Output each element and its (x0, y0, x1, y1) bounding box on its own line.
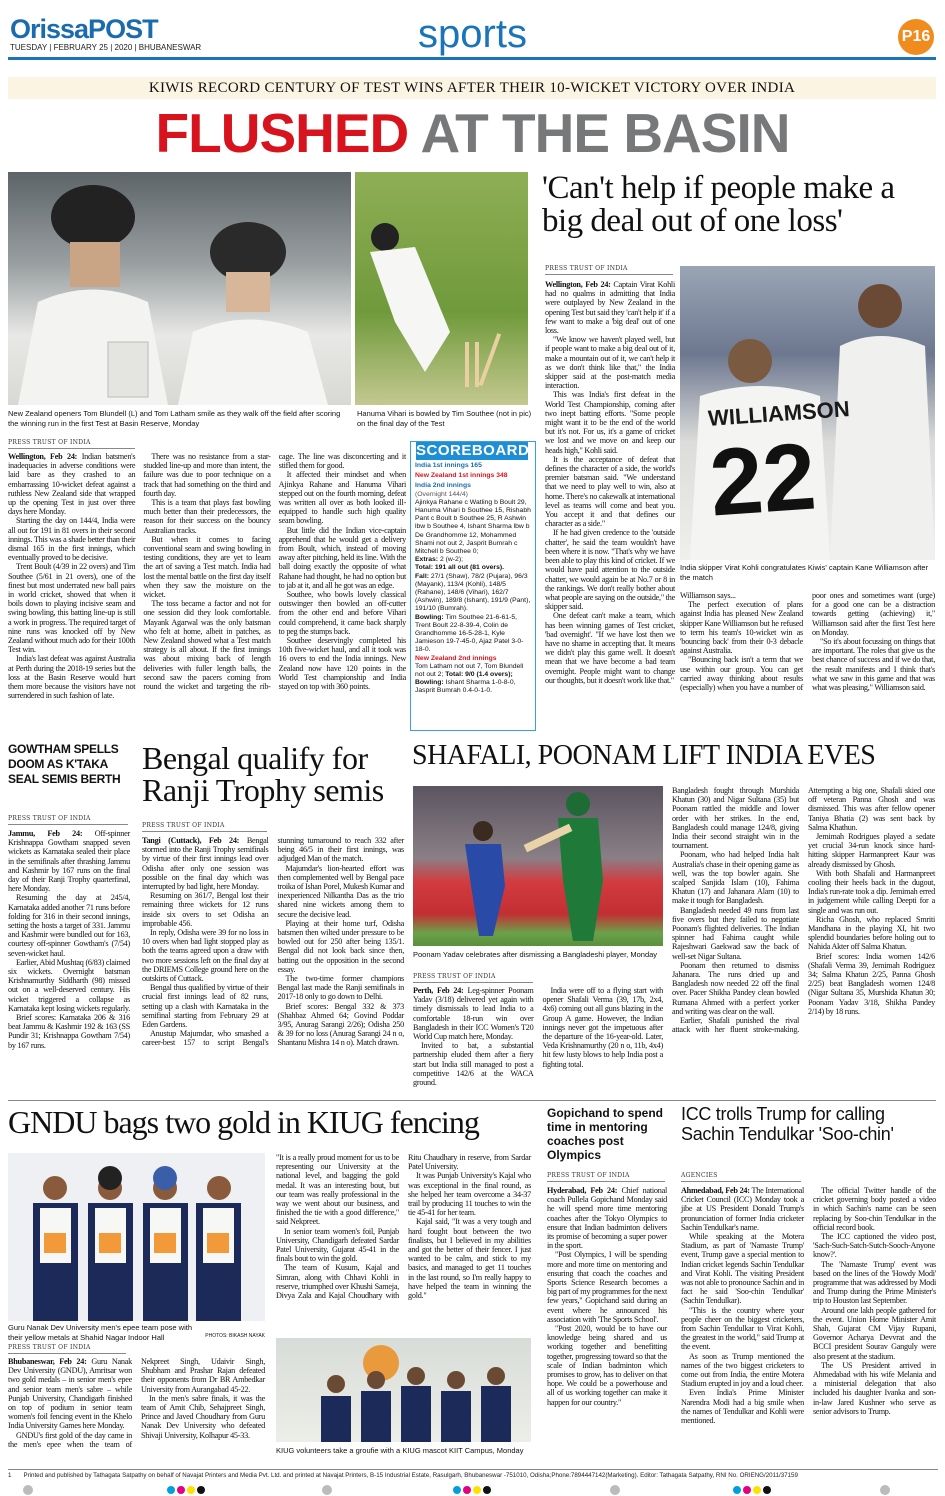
photo-poonam-yadav (413, 786, 663, 946)
batsmen-illustration (8, 172, 351, 405)
paragraph: The toss became a factor and not for one session did they look comfortable. Mayank Agarwal was the only batsman who felt at home, albeit in patches, as New Zealand showed what a Test match strategy is all about. If the first innings was about mixing back of length deliveries with fuller length balls, the second saw the pacers coming from round the wicket and targeting the rib-cage. The line was disconcerting and it stifled them for good. (143, 452, 406, 692)
paragraph: Majumdar's lion-hearted effort was then complemented well by Bengal pace troika of Ishan Porel, Mukesh Kumar and inexperienced Nilkantha Das as the trio shared nine wickets among them to secure the decisive lead. (277, 863, 404, 919)
jersey-name: WILLIAMSON (707, 396, 851, 431)
paragraph-text: Chief national coach Pullela Gopichand Monday said he will spend more time mentoring coaches after the Tokyo Olympics to ensure that Indian badminton delivers its promise of becoming a super power in the sport. (547, 1186, 667, 1251)
paragraph: "It is a really proud moment for us to be representing our University at the national level, and bagging the gold medal. It was an interesting bout, but our team was really professional in the way we went about our business, and finished the tie with a good difference," said Nekpreet. (276, 1153, 399, 1227)
paragraph-text: Leg-spinner Poonam Yadav (3/18) delivered yet again with timely dismissals to lead India to a comfortable 18-run win over Bangladesh in their ICC Women's T20 World Cup match here, Monday. (413, 986, 534, 1042)
orissapost-logo: OrissaPOST (10, 14, 158, 44)
paragraph: The US President arrived in Ahmedabad with his wife Melania and a ministerial delegation that also included his daughter Ivanka and son-in-law Jared Kushner who serve as senior advisors to Trump. (813, 1360, 936, 1416)
volunteers-illustration (276, 1338, 531, 1442)
article-body-icc (681, 1186, 936, 1425)
color-bar-black (763, 1486, 771, 1494)
paragraph: Jemimah Rodrigues played a sedate yet crucial 34-run knock since hard-hitting skipper Harmanpreet Kaur was already dismissed by Ghosh. (808, 832, 935, 869)
masthead-rule (8, 57, 936, 60)
article-body-gopichand (547, 1186, 667, 1407)
photo-caption: KIUG volunteers take a groufie with a KIUG mascot KIIT Campus, Monday (276, 1446, 524, 1455)
paragraph: The ICC captioned the video post, 'Sach-Such-Satch-Sutch-Sooch-Anyone know?'. (813, 1232, 936, 1260)
total: Total: 191 all out (81 overs). (415, 564, 505, 572)
paragraph: It was Punjab University's Kajal who was exceptional in the final round, as she helped her team overcome a 34-37 trail by producing 11 touches to win the tie 45-41 for her team. (408, 1171, 531, 1218)
paragraph: It affected their mindset and when Ajinkya Rahane and Hanuma Vihari stepped out on the fourth morning, defeat was written all over as both looked ill-equipped to handle such high quality seam bowling. (278, 470, 406, 526)
paragraph: Brief scores: Karnataka 206 & 316 beat Jammu & Kashmir 192 & 163 (SS Pundir 31; Krishnappa Gowtham 7/54) by 167 runs. (8, 1013, 130, 1050)
color-bar-black (197, 1486, 205, 1494)
scoreboard-box (410, 441, 536, 731)
extras-label: Extras: (415, 556, 439, 564)
paragraph: As soon as Trump mentioned the names of the two biggest cricketers to come out from India, the entire Motera Stadium erupted in joy and a loud cheer. (681, 1351, 804, 1389)
gopichand-headline: Gopichand to spend time in mentoring coaches post Olympics (547, 1106, 663, 1162)
issue-dateline: TUESDAY | FEBRUARY 25 | 2020 | BHUBANESWAR (10, 43, 202, 52)
score-india-2nd-label: India 2nd innings (415, 482, 471, 490)
bowling-label: Bowling: (415, 613, 444, 621)
dateline: Bhubaneswar, Feb 24: (8, 1357, 87, 1366)
paragraph: But little did the Indian vice-captain apprehend that he would get a delivery from Boult, which, instead of moving away after pitching, held its line. With the ball doing exactly the opposite of what Rahane had thought, he had no option but to jab at it, and all he got was an edge. (278, 525, 406, 590)
photo-vihari-bowled (355, 172, 528, 405)
photo-gndu-epee-team (8, 1153, 265, 1321)
jersey-number: 22 (706, 423, 820, 537)
color-bar-black (483, 1486, 491, 1494)
color-bar-cyan (453, 1486, 461, 1494)
paragraph: Around one lakh people gathered for the event. Union Home Minister Amit Shah, Gujarat CM Vijay Rupani, Governor Acharya Devvrat and the BCCI president Sourav Ganguly were also present at the stadium. (813, 1305, 936, 1361)
photo-caption: Hanuma Vihari is bowled by Tim Southee (not in pic) on the final day of the Test (357, 409, 532, 428)
paragraph: The official Twitter handle of the cricket governing body posted a video in which Sachin's name can be seen replacing by Soo-chin Tendulkar in the official record book. (813, 1186, 936, 1232)
score-india-1st: India 1st innings 165 (415, 462, 482, 469)
main-headline (0, 103, 945, 163)
registration-mark (880, 1485, 890, 1495)
paragraph: "Bouncing back isn't a term that we use within our group. You can get carried away thinking about results (especially) when you have a number of poor ones and sometimes want (urge) for a good one can be a distraction towards getting (achieving) it," Williamson said after the first Test here on Monday. (680, 591, 935, 693)
paragraph (8, 829, 130, 893)
paragraph: Brief scores: India women 142/6 (Shafali Verma 39, Jemimah Rodriguez 34; Salma Khatun 2/25, Panna Ghosh 2/25) beat Bangladesh women 124/8 (Nigar Sultana 35, Murshida Khatun 30; Poonam Yadav 3/18, Shikha Pandey 2/14) by 18 runs. (808, 951, 935, 1016)
paragraph (413, 986, 534, 1041)
gndu-headline: GNDU bags two gold in KIUG fencing (8, 1104, 479, 1140)
dateline: Perth, Feb 24: (413, 986, 464, 995)
paragraph: This is a team that plays fast bowling much better than their predecessors, the reason for their success on the bouncy Australian tracks. (143, 498, 271, 535)
paragraph (8, 1357, 132, 1431)
scoreboard-title: SCOREBOARD (416, 442, 530, 459)
paragraph: The team of Kusum, Kajal and Simran, along with Chhavi Kohli in reserve, triumphed over Khushi Sameja, Divya Zala and Kajal Choudhary with Ritu Chaudhary in reserve, from Sardar Patel University. (276, 1153, 531, 1301)
paragraph (545, 280, 675, 335)
paragraph-text: Bengal stormed into the Ranji Trophy semifinals by virtue of their first innings lead over Odisha after only one session was possible on the final day which was interrupted by bad light, here Monday. (142, 836, 269, 892)
paragraph-text: Off-spinner Krishnappa Gowtham snapped seven wickets as Karnataka sealed their place in the semifinals after thrashing Jammu and Kashmir by 167 runs on the final day of their Ranji Trophy quarterfinal, here Monday. (8, 829, 130, 894)
paragraph: In the men's sabre finals, it was the team of Amit Chib, Sehajpreet Singh, Prince and Javed Choudhary from Guru Nanak Dev University who defeated Shivaji University, Kolhapur 45-33. (141, 1393, 265, 1440)
headline-grey: AT THE BASIN (420, 102, 790, 164)
paragraph (547, 1186, 667, 1250)
article-body-shafali (413, 986, 663, 1087)
paragraph: Richa Ghosh, who replaced Smriti Mandhana in the playing XI, hit two splendid boundaries before holing out to Nahida Akter off Salma Khatun. (808, 914, 935, 952)
paragraph-text: Guru Nanak Dev University (GNDU), Amritsar won two gold medals – in senior men's epee and senior team men's sabre – while Punjab University, Chandigarh finished on top of podium in senior team women's foil fencing event in the Khelo India University Games here Monday. (8, 1357, 132, 1431)
byline: PRESS TRUST OF INDIA (8, 815, 128, 825)
paragraph: Invited to bat, a substantial partnership eluded them after a fiery start but India still managed to post a competitive 142/6 at the WACA ground. (413, 1041, 534, 1088)
batsman-illustration (355, 172, 528, 405)
section-title: sports (418, 12, 527, 56)
paragraph-text: The International Cricket Council (ICC) Monday took a jibe at US President Donald Trump's pronunciation of former India cricketer Sachin Tendulkar's name. (681, 1186, 805, 1232)
article-body-gndu (8, 1357, 265, 1449)
byline: PRESS TRUST OF INDIA (8, 439, 135, 449)
dateline: Tangi (Cuttack), Feb 24: (142, 836, 240, 845)
score-overnight: (Overnight 144/4) (415, 490, 468, 498)
byline: PRESS TRUST OF INDIA (547, 1172, 665, 1182)
paragraph: "So it's about focussing on things that are important. The roles that give us the best chance of success and if we do that, the result manifests and I think that's what we saw in this game and that was what was pleasing," Williamson said. (812, 637, 935, 693)
paragraph: "Post 2020, would be to have our knowledge being shared and us working together and benefitting together, progressing toward so that the scale of Indian badminton which promises to grow, has to deliver on that hope. We could be a powerhouse and all of us working together can make it happen for our country." (547, 1324, 667, 1407)
paragraph: With both Shafali and Harmanpreet cooling their heels back in the dugout, India's run-rate took a dip. Jemimah erred in judgement while calling Deepti for a single and was run out. (808, 868, 935, 915)
icc-headline: ICC trolls Trump for calling Sachin Tendulkar 'Soo-chin' (681, 1104, 894, 1144)
paragraph: Playing at their home turf, Odisha batsmen then wilted under pressure to be bowled out for 250 after being 135/1. Bengal did not look back since then, batting out the opposition in the second essay. (277, 918, 404, 974)
paragraph: Even India's Prime Minister Narendra Modi had a big smile when the names of Tendulkar and Kohli were mentioned. (681, 1388, 804, 1426)
paragraph: It is the acceptance of defeat that defines the character of a side, the world's premier batsman said. "We understand that we need to play well to win, also at home. There's no cakewalk at international level as teams will come and beat you. You accept it and that defines our character as a side." (545, 454, 675, 529)
paragraph: Bangladesh fought through Murshida Khatun (30) and Nigar Sultana (35) but Poonam rattled the middle and lower order with her strikes. In the end, Bangladesh could manage 124/8, giving India their second straight win in the tournament. (672, 786, 799, 851)
dateline: Wellington, Feb 24: (545, 280, 611, 289)
paragraph: Resuming the day at 245/4, Karnataka added another 71 runs before folding for 316 in their second innings, setting the hosts a target of 331. Jammu and Kashmir were bundled out for 163, courtesy off-spinner Gowtham's (7/54) seven-wicket haul. (8, 893, 130, 958)
byline: PRESS TRUST OF INDIA (545, 265, 673, 275)
paragraph: "This is the country where your people cheer on the biggest cricketers, from Sachin Tendulkar to Virat Kohli, the greatest in the world," said Trump at the event. (681, 1305, 804, 1352)
fall-of-wickets: 27/1 (Shaw), 78/2 (Pujara), 96/3 (Mayank), 113/4 (Kohli), 148/5 (Rahane), 148/6 (Vihari), 162/7 (Ashwin), 189/8 (Ishant), 191/9 (Pant), 191/10 (Bumrah). (415, 572, 531, 613)
registration-mark (23, 1485, 33, 1495)
color-bar-cyan (167, 1486, 175, 1494)
article-body-kohli-cont (680, 591, 935, 692)
dateline: Wellington, Feb 24: (8, 452, 78, 461)
photo-kiug-volunteers (276, 1338, 531, 1442)
photo-caption: Poonam Yadav celebrates after dismissing a Bangladeshi player, Monday (413, 950, 658, 959)
paragraph: This was India's first defeat in the World Test Championship, coming after two inept batting efforts. "Some people might want it to be the end of the world but it's not. For us, it's a game of cricket we lost and we move on and keep our heads high," Kohli said. (545, 390, 675, 455)
dateline: Hyderabad, Feb 24: (547, 1186, 618, 1195)
color-bar-magenta (743, 1486, 751, 1494)
color-bar-yellow (187, 1486, 195, 1494)
paragraph: In reply, Odisha were 39 for no loss in 10 overs when bad light stopped play as both the teams agreed upon a draw with two more sessions left on the final day at the DRIEMS College ground here on the outskirts of Cuttack. (142, 928, 269, 984)
paragraph: GNDU's first gold of the day came in the men's epee when the team of Nekpreet Singh, Udaivir Singh, Shubham and Prashar Rajan defeated their opponents from Dr BR Ambedkar University from Aurangabad 45-22. (8, 1357, 265, 1449)
article-body-gowtham (8, 829, 130, 1050)
paragraph-text: Indian batsmen's inadequacies in adverse conditions were laid bare as they crashed to an embarrassing 10-wicket defeat against a ruthless New Zealand side that wrapped up the opening Test in just over three days here Monday. (8, 452, 136, 517)
imprint-text: Printed and published by Tathagata Satpathy on behalf of Navajat Printers and Media Pvt. Ltd. and printed at Navajat Printers, B-15 Industrial Estate, Rasulgarh, Bhubaneswar -751010, Odisha;Phone:7894447142(Marketing). Editor: Tathagata Satpathy, RNI No. ORIENG/2011/37159 (23, 1472, 798, 1479)
registration-mark (610, 1485, 620, 1495)
byline: PRESS TRUST OF INDIA (8, 1344, 126, 1354)
byline: PRESS TRUST OF INDIA (413, 973, 533, 983)
paragraph: Bangladesh needed 49 runs from last five overs but they failed to negotiate Poonam's flighted deliveries. The Indian spinner had Fahima caught while Rajeshwari Gaekwad saw the back of well-set Nigar Sultana. (672, 905, 799, 961)
photo-credit: PHOTOS: BIKASH NAYAK (205, 1333, 265, 1339)
article-body-kohli (545, 280, 675, 685)
kohli-headline: 'Can't help if people make a big deal out of one loss' (542, 170, 895, 239)
color-bar-magenta (177, 1486, 185, 1494)
article-body-bengal (142, 836, 404, 1048)
paragraph: If he had given credence to the 'outside chatter', he said the team wouldn't have been where it is now. "That's why we have been able to play this kind of cricket. If we would have paid attention to the outside chatter, we would again be at No.7 or 8 in the rankings. We don't really bother about what people are saying on the outside," the skipper said. (545, 528, 675, 612)
paragraph: One defeat can't make a team, which has been winning games of Test cricket, 'bad overnight'. "If we have lost then we have no shame in accepting that. It means we didn't play this game well. It doesn't mean that we have become a bad team overnight. People might want to change our thoughts, but it doesn't work like that." (545, 611, 675, 685)
photo-nz-openers (8, 172, 351, 405)
color-bar-yellow (753, 1486, 761, 1494)
gowtham-headline: GOWTHAM SPELLS DOOM AS K'TAKA SEAL SEMIS BERTH (8, 742, 121, 786)
score-batting: Ajinkya Rahane c Watling b Boult 29, Hanuma Vihari b Southee 15, Rishabh Pant c Boult b Southee 25, R Ashwin lbw b Southee 4, Ishant Sharma lbw b De Grandhomme 12, Mohammed Shami not out 2, Jasprit Bumrah c Mitchell b Southee 0; (415, 498, 531, 556)
bowling-figures: Tim Southee 21-6-61-5, Trent Boult 22-8-39-4, Colin de Grandhomme 16-5-28-1, Kyle Jamieson 19-7-45-0, Ajaz Patel 3-0-18-0. (415, 613, 524, 654)
paragraph: Williamson says... (680, 591, 736, 600)
score-nz-1st: New Zealand 1st innings 348 (415, 472, 508, 480)
paragraph: Resuming on 361/7, Bengal lost their remaining three wickets for 12 runs inside six overs to set Odisha an improbable 456. (142, 891, 269, 928)
registration-mark (322, 1485, 332, 1495)
article-body-shafali-cont (672, 786, 935, 1034)
paragraph: Starting the day on 144/4, India were all out for 191 in 81 overs in their second innings. This was a shade better than their dismal 165 in the first innings, which eventually proved to be decisive. (8, 516, 136, 563)
headline-red: FLUSHED (155, 102, 409, 164)
bowling-label-2: Bowling: (415, 679, 444, 687)
photo-kohli-williamson (680, 266, 935, 560)
section-divider (8, 1100, 936, 1101)
bengal-headline: Bengal qualify for Ranji Trophy semis (142, 740, 384, 808)
article-body-gndu-cont (276, 1153, 531, 1300)
nz2-total: Total: 9/0 (1.4 overs); (445, 671, 513, 679)
paragraph: The 'Namaste Trump' event was based on the lines of the 'Howdy Modi' programme that was addressed by Modi and Trump during the Prime Minister's trip to Houston last September. (813, 1259, 936, 1306)
nz2-batting: Tom Latham not out 7, Tom Blundell not out 2; (415, 662, 524, 679)
paragraph: There was no resistance from a star-studded line-up and more than intent, the failure was due to poor technique on a track that had something on the third and fourth day. (143, 452, 271, 498)
color-bar-yellow (473, 1486, 481, 1494)
paragraph: The two-time former champions Bengal last made the Ranji semifinals in 2017-18 only to go down to Delhi. (277, 974, 404, 1002)
kicker: KIWIS RECORD CENTURY OF TEST WINS AFTER THEIR 10-WICKET VICTORY OVER INDIA (8, 77, 936, 99)
paragraph: Trent Boult (4/39 in 22 overs) and Tim Southee (5/61 in 21 overs), one of the finest but most underrated new ball pairs in world cricket, showed that when it boils down to playing incisive seam and swing bowling, this batting line-up is still a work in progress. The required target of nine runs was knocked off by New Zealand without much ado for their 100th Test win. (8, 562, 136, 655)
photo-caption: New Zealand openers Tom Blundell (L) and Tom Latham smile as they walk off the field after scoring the winning run in the first Test at Basin Reserve, Monday (8, 409, 341, 428)
photo-caption: Guru Nanak Dev University men's epee team pose with their yellow metals at Shahid Nagar Indoor Hall (8, 1323, 193, 1342)
color-bar-cyan (733, 1486, 741, 1494)
paragraph: "Post Olympics, I will be spending more and more time on mentoring and ensuring that coach the coaches and Sports Science Research becomes a big part of my programmes for the next few years," Gopichand said during an event where he announced his association with 'The Sports School'. (547, 1250, 667, 1324)
players-illustration (413, 786, 663, 946)
nz2-bowling: Ishant Sharma 1-0-8-0, Jasprit Bumrah 0.4-0-1-0. (415, 679, 516, 695)
fall-label: Fall: (415, 572, 429, 580)
paragraph: Southee, who bowls lovely classical outswinger then bowled an off-cutter from the other end and before Vihari could comprehend, it came back sharply to peg the stumps back. (278, 590, 406, 636)
page-marker: 1 (8, 1472, 12, 1479)
byline: PRESS TRUST OF INDIA (142, 822, 267, 832)
shafali-headline: SHAFALI, POONAM LIFT INDIA EVES (412, 740, 876, 771)
paragraph: But when it comes to facing conventional seam and swing bowling in testing conditions, they are yet to learn the art of saving a Test match. India had lost the mental battle on the first day itself when they saw the moisture on the wicket. (143, 534, 271, 600)
byline: AGENCIES (681, 1172, 801, 1182)
paragraph: Earlier, Abid Mushtaq (6/83) claimed six wickets. Overnight batsman Krishnamurthy Siddharth (98) missed out on a well-deserved century. His wicket triggered a collapse as Karnataka kept losing wickets regularly. (8, 957, 131, 1013)
paragraph (681, 1186, 804, 1232)
paragraph: Southee deservingly completed his 10th five-wicket haul, and all it took was 16 overs to end the India innings. New Zealand now have 120 points in the World Test championship and India stayed on top with 360 points. (278, 636, 406, 692)
footer-imprint (8, 1469, 938, 1479)
article-body-test (8, 452, 406, 700)
paragraph: Earlier, Shafali punished the rival attack with her fluent stroke-making. Attempting a big one, Shafali skied one off veteran Panna Ghosh and was dismissed. This was after fellow opener Taniya Bhatia (2) was sent back by Salma Khathun. (672, 786, 935, 1035)
page-number-badge: P16 (898, 19, 934, 55)
paragraph: In senior team women's foil, Punjab University, Chandigarh defeated Sardar Patel University, Gujarat 45-41 in the finals bout to win the gold. (276, 1226, 399, 1264)
dateline: Ahmedabad, Feb 24: (681, 1186, 750, 1195)
paragraph: "We know we haven't played well, but if people want to make a big deal out of it, make a mountain out of it, we can't help it as we don't think like that," the India skipper said at the post-match media interaction. (545, 335, 675, 391)
color-bar-magenta (463, 1486, 471, 1494)
paragraph: Bengal thus qualified by virtue of their crucial first innings lead of 82 runs, setting up a clash with Karnataka in the semifinal starting from February 29 at Eden Gardens. (142, 983, 269, 1030)
paragraph: While speaking at the Motera Stadium, as part of 'Namaste Trump' event, Trump gave a special mention to Indian cricket legends Sachin Tendulkar and Virat Kohli. The visiting President was not able to pronounce Sachin and in fact he said 'Soo-chin Tendulkar' (Sachin Tendulkar). (681, 1232, 804, 1306)
paragraph: The perfect execution of plans against India has pleased New Zealand skipper Kane Williamson but he refused to term his team's 10-wicket win as 'bouncing back' from their 0-3 debacle against Australia. (680, 600, 803, 656)
extras: 2 (w-2); (439, 556, 463, 564)
photo-caption: India skipper Virat Kohli congratulates Kiwis' captain Kane Williamson after the match (680, 563, 929, 582)
paragraph: Kajal said, "It was a very tough and hard fought bout between the two finalists, but I believed in my abilities and got the better of their fencer. I just wanted to be calm, and stick to my basics, and managed to get 11 touches in the last round, so I'm really happy to have helped the team in winning the gold." (408, 1217, 531, 1301)
paragraph: Poonam then returned to dismiss Jahanara. The runs dried up and Bangladesh now needed 22 off the final over. Pacer Shikha Pandey clean bowled Rumana Ahmed with a perfect yorker and writing was clear on the wall. (672, 960, 799, 1016)
paragraph: India's last defeat was against Australia at Perth during the 2018-19 series but the loss at the Basin Reserve would hurt them more because the visitors have not surrendered in such fashion of late. (8, 654, 136, 701)
paragraph (142, 836, 269, 891)
team-illustration (8, 1153, 265, 1321)
paragraph: Anustup Majumdar, who smashed a career-best 157 to script Bengal's stunning turnaround to reach 332 after being 46/5 in their first innings, was adjudged Man of the match. (142, 836, 404, 1048)
paragraph: Poonam, who had helped India halt Australia's chase in their opening game as well, was the top bowler again. She scalped Sanjida Islam (10), Fahima Khatun (17) and Jahanara Alam (10) to make it tough for Bangladesh. (672, 850, 799, 906)
paragraph (8, 452, 135, 516)
score-nz-2nd-label: New Zealand 2nd innings (415, 654, 497, 662)
paragraph-text: Captain Virat Kohli had no qualms in admitting that India were outplayed by New Zealand in the opening Test but said they 'can't help it' if a few want to make a 'big deal' out of one loss. (545, 280, 675, 336)
dateline: Jammu, Feb 24: (8, 829, 83, 838)
paragraph: India were off to a flying start with opener Shafali Verma (39, 17b, 2x4, 4x6) coming out all guns blazing in the Group A game. However, the Indian innings never got the impetuous after the departure of the 16-year-old. Later, Veda Krishnamurthy (20 n o, 11b, 4x4) hit few lusty blows to help India post a fighting total. (542, 986, 663, 1069)
paragraph: Brief scores: Bengal 332 & 373 (Shahbaz Ahmed 64; Govind Poddar 3/95, Anurag Sarangi 2/26); Odisha 250 & 39 for no loss (Anurag Sarangi 24 n o, Shantanu Mishra 14 n o). Match drawn. (277, 1001, 404, 1048)
